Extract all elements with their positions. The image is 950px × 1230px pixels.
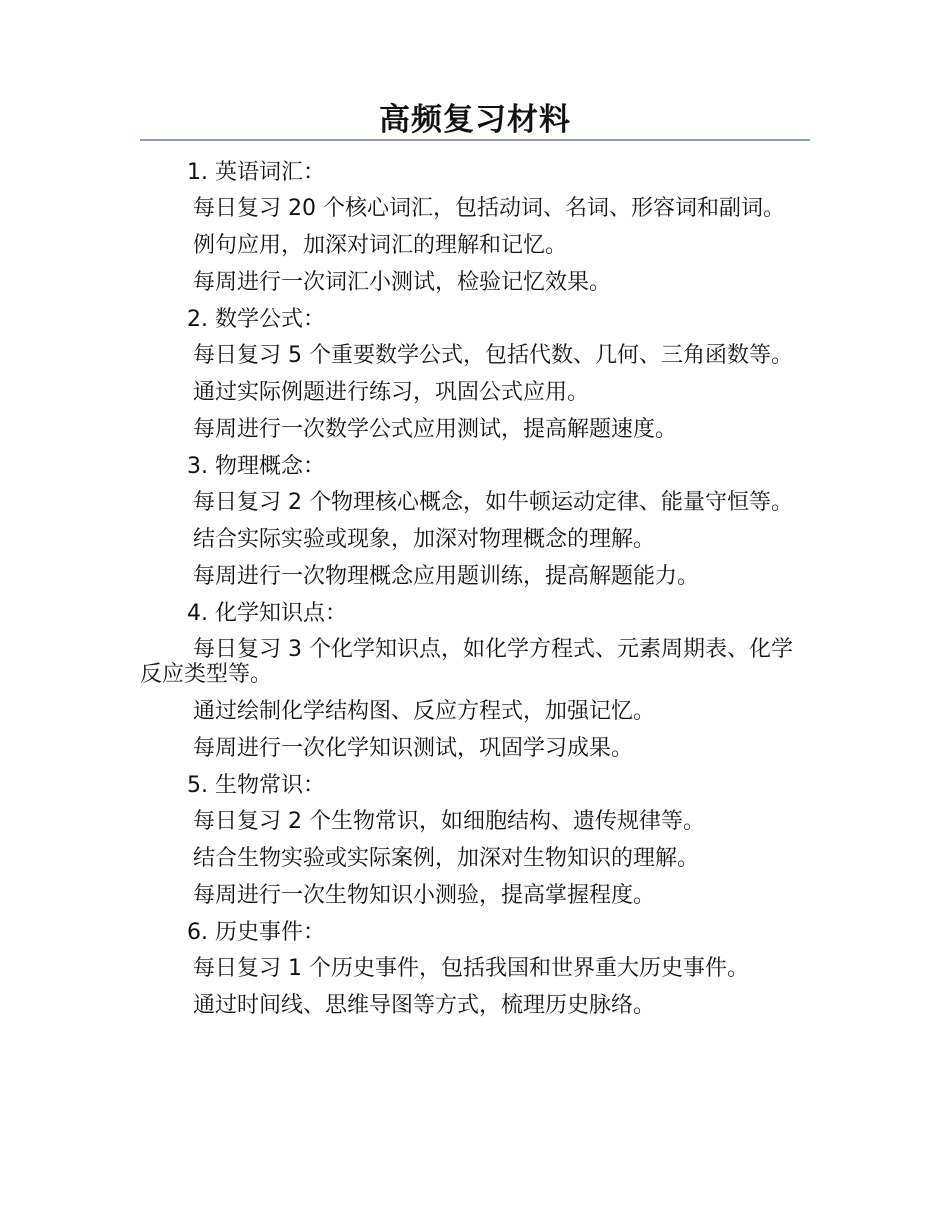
list-item: 每日复习 1 个历史事件，包括我国和世界重大历史事件。 [193,956,749,981]
section-physics-concepts [140,449,810,596]
section-english-vocabulary [140,155,810,302]
list-item: 每日复习 2 个生物常识，如细胞结构、遗传规律等。 [193,809,705,834]
list-item: 结合实际实验或现象，加深对物理概念的理解。 [193,527,656,552]
section-biology-knowledge [140,768,810,915]
list-item: 通过绘制化学结构图、反应方程式，加强记忆。 [193,699,656,724]
section-history-events [140,915,810,1025]
title-underline [140,139,810,141]
section-heading: 4. 化学知识点： [187,601,347,626]
section-heading: 2. 数学公式： [187,307,325,332]
list-item: 通过时间线、思维导图等方式，梳理历史脉络。 [193,993,656,1018]
list-item: 每日复习 5 个重要数学公式，包括代数、几何、三角函数等。 [193,343,793,368]
section-chemistry-points [140,596,810,768]
document-title: 高频复习材料 [379,102,571,138]
section-math-formulas [140,302,810,449]
list-item: 每周进行一次生物知识小测验，提高掌握程度。 [193,883,656,908]
document-body [140,155,810,1025]
list-item: 每日复习 3 个化学知识点，如化学方程式、元素周期表、化学反应类型等。 [140,637,793,687]
section-heading: 6. 历史事件： [187,920,325,945]
list-item: 例句应用，加深对词汇的理解和记忆。 [193,233,568,258]
list-item: 通过实际例题进行练习，巩固公式应用。 [193,380,590,405]
list-item: 每日复习 2 个物理核心概念，如牛顿运动定律、能量守恒等。 [193,490,793,515]
list-item: 每周进行一次物理概念应用题训练，提高解题能力。 [193,564,700,589]
list-item: 每日复习 20 个核心词汇，包括动词、名词、形容词和副词。 [193,196,785,221]
list-item: 每周进行一次词汇小测试，检验记忆效果。 [193,270,612,295]
list-item: 结合生物实验或实际案例，加深对生物知识的理解。 [193,846,700,871]
list-item: 每周进行一次数学公式应用测试，提高解题速度。 [193,417,678,442]
section-heading: 5. 生物常识： [187,773,325,798]
section-heading: 1. 英语词汇： [187,160,325,185]
section-heading: 3. 物理概念： [187,454,325,479]
list-item: 每周进行一次化学知识测试，巩固学习成果。 [193,736,634,761]
